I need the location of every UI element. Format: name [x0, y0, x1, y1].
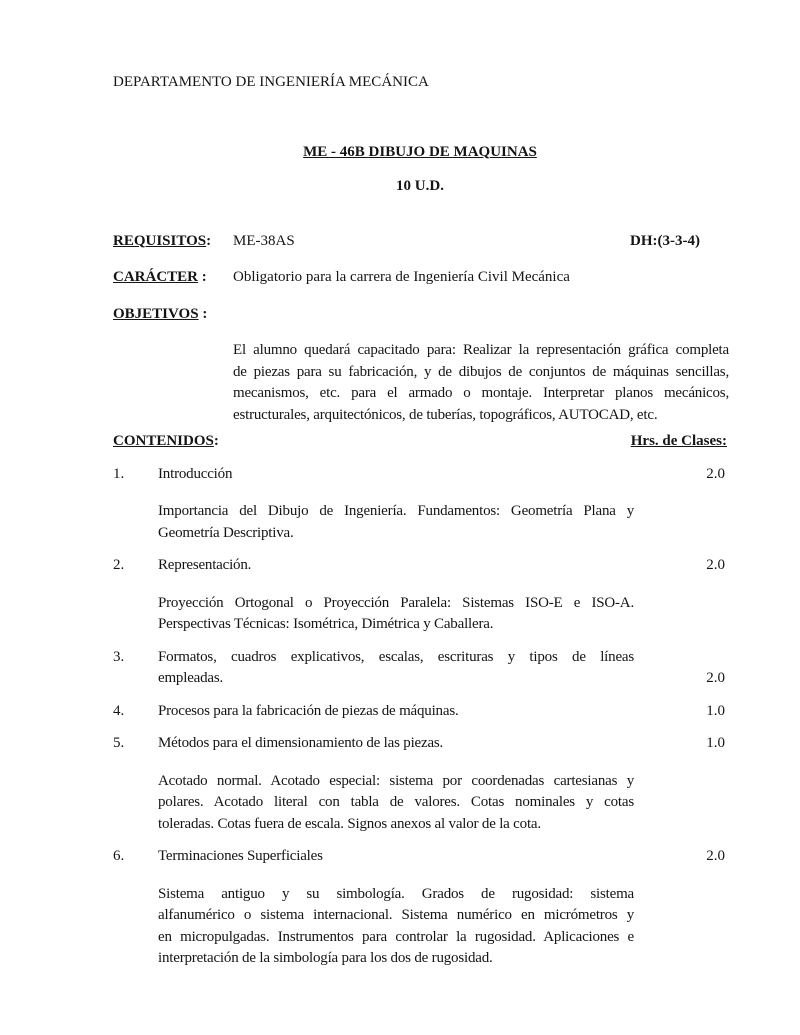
item-hours: 1.0: [706, 735, 725, 751]
item-hours: 2.0: [706, 557, 725, 573]
item-number: 6.: [113, 848, 125, 864]
course-title-row: [113, 142, 727, 164]
objetivos-paragraph: El alumno quedará capacitado para: Realizar la representación gráfica completa de piezas para su fabricación, y de dibujos de conjuntos de máquinas sencillas, mecanismos, etc. para el armado o montaje. Interpretar planos mecánicos, estructurales, arquitectónicos, de tuberías, topográficos, AUTOCAD, etc.: [233, 342, 729, 423]
content-item-row-6: [113, 846, 727, 868]
item-title: Terminaciones Superficiales: [158, 848, 323, 864]
item-number: 4.: [113, 702, 125, 719]
requisitos-value: ME-38AS: [233, 232, 295, 249]
requisitos-label: REQUISITOS: [113, 232, 207, 249]
content-item-row-1: [113, 464, 727, 486]
requisitos-label-cell: [113, 231, 233, 253]
course-fields: [113, 231, 727, 326]
objetivos-row: [113, 304, 727, 326]
item-hours: 2.0: [706, 465, 725, 482]
contents-list: [113, 464, 727, 970]
item-hours: 2.0: [706, 670, 725, 686]
caracter-label: CARÁCTER: [113, 269, 199, 285]
department-heading: DEPARTAMENTO DE INGENIERÍA MECÁNICA: [113, 74, 429, 90]
item-number: 3.: [113, 648, 125, 665]
content-item-row-4: [113, 701, 727, 723]
caracter-row: [113, 267, 727, 289]
item-number: 5.: [113, 735, 125, 751]
item-description-2: Proyección Ortogonal o Proyección Paralela: Sistemas ISO-E e ISO-A. Perspectivas Técnicas: Isométrica, Dimétrica y Caballera.: [158, 594, 634, 632]
item-hours: 1.0: [706, 702, 725, 719]
item-title: Introducción: [158, 465, 233, 482]
contenidos-header-row: [113, 431, 727, 453]
contenidos-label-cell: [113, 431, 219, 453]
course-title: ME - 46B DIBUJO DE MAQUINAS: [303, 143, 537, 160]
item-hours: 2.0: [706, 848, 725, 864]
item-description-6: Sistema antiguo y su simbología. Grados de rugosidad: sistema alfanumérico o sistema internacional. Sistema numérico en micrómetros y en micropulgadas. Instrumentos para controlar la rugosidad. Aplicaciones e interpretación de la simbología para los dos de rugosidad.: [158, 885, 634, 966]
dh-value: DH:(3-3-4): [630, 232, 700, 249]
item-number: 2.: [113, 557, 125, 573]
contenidos-label: CONTENIDOS: [113, 433, 214, 449]
caracter-value: Obligatorio para la carrera de Ingeniería Civil Mecánica: [233, 269, 570, 285]
item-title: Representación.: [158, 557, 252, 573]
item-number: 1.: [113, 465, 125, 482]
content-item-row-2: [113, 555, 727, 577]
contenidos-colon: :: [213, 433, 219, 449]
content-item-row-3: [113, 647, 727, 690]
item-title: Métodos para el dimensionamiento de las piezas.: [158, 735, 444, 751]
requisitos-row: [113, 231, 727, 253]
credits-value: 10 U.D.: [396, 178, 444, 194]
item-title: Formatos, cuadros explicativos, escalas, escrituras y tipos de líneas empleadas.: [158, 648, 634, 686]
item-description-1: Importancia del Dibujo de Ingeniería. Fundamentos: Geometría Plana y Geometría Descriptiva.: [158, 503, 634, 541]
requisitos-colon: :: [206, 232, 212, 249]
objetivos-label-cell: [113, 304, 233, 326]
hours-column-header: Hrs. de Clases:: [630, 433, 727, 449]
objetivos-colon: :: [198, 305, 208, 322]
caracter-colon: :: [198, 269, 207, 285]
syllabus-page: [113, 0, 727, 970]
caracter-label-cell: [113, 267, 233, 289]
item-description-5: Acotado normal. Acotado especial: sistema por coordenadas cartesianas y polares. Acotado literal con tabla de valores. Cotas nominales y cotas toleradas. Cotas fuera de escala. Signos anexos al valor de la cota.: [158, 772, 634, 832]
course-credits: [113, 176, 727, 198]
objetivos-label: OBJETIVOS: [113, 305, 199, 322]
item-title: Procesos para la fabricación de piezas de máquinas.: [158, 702, 459, 719]
content-item-row-5: [113, 733, 727, 755]
